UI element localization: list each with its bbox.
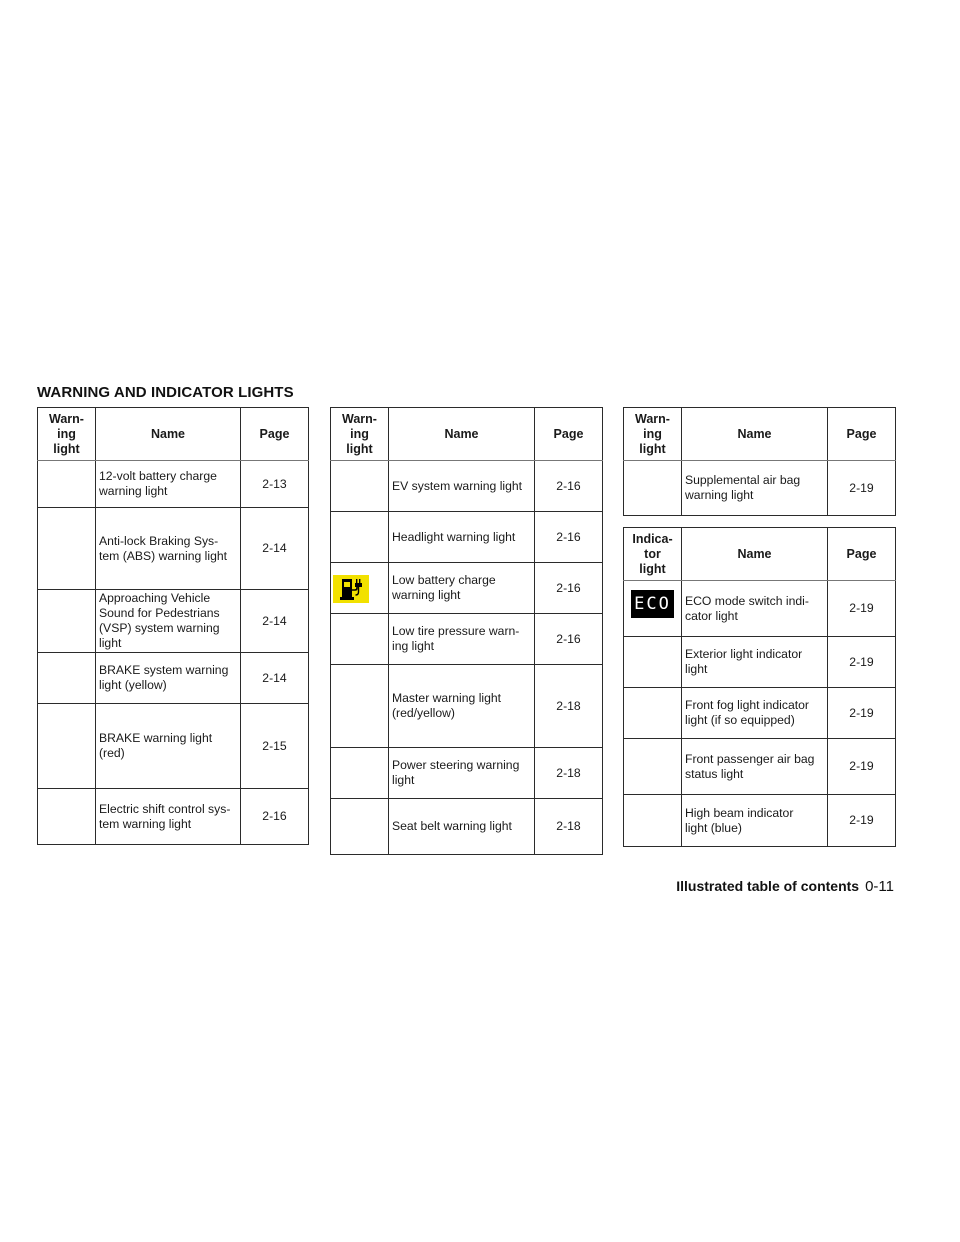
icon-cell: [331, 461, 389, 512]
indicator-lights-table: [623, 527, 896, 847]
row-page: 2-18: [535, 748, 603, 799]
row-page: 2-14: [241, 653, 309, 704]
icon-cell: [331, 799, 389, 855]
icon-cell: [38, 461, 96, 508]
eco-mode-icon: ECO: [631, 590, 674, 618]
icon-cell: [331, 614, 389, 665]
row-page: 2-19: [828, 581, 896, 637]
header-name: Name: [96, 408, 241, 461]
table-row: [38, 590, 309, 653]
icon-cell: [624, 637, 682, 688]
header-name: Name: [682, 528, 828, 581]
low-battery-charge-icon: [333, 575, 369, 603]
row-name: Low tire pressure warn- ing light: [389, 614, 535, 665]
header-light: Warn- ing light: [624, 408, 682, 461]
header-light: Indica- tor light: [624, 528, 682, 581]
row-name: Supplemental air bag warning light: [682, 461, 828, 516]
row-page: 2-19: [828, 795, 896, 847]
header-name: Name: [389, 408, 535, 461]
icon-cell: [624, 581, 682, 637]
table-row: [624, 581, 896, 637]
header-page: Page: [828, 408, 896, 461]
row-page: 2-18: [535, 799, 603, 855]
icon-cell: [38, 789, 96, 845]
row-page: 2-16: [535, 614, 603, 665]
row-page: 2-16: [241, 789, 309, 845]
table-row: [331, 665, 603, 748]
row-page: 2-19: [828, 637, 896, 688]
row-name: Front passenger air bag status light: [682, 739, 828, 795]
icon-cell: [38, 653, 96, 704]
footer-title: Illustrated table of contents: [676, 878, 860, 894]
row-name: Exterior light indicator light: [682, 637, 828, 688]
header-light: Warn- ing light: [331, 408, 389, 461]
row-page: 2-18: [535, 665, 603, 748]
row-name: Low battery charge warning light: [389, 563, 535, 614]
row-name: Headlight warning light: [389, 512, 535, 563]
row-name: 12-volt battery charge warning light: [96, 461, 241, 508]
row-name: ECO mode switch indi- cator light: [682, 581, 828, 637]
table-row: [624, 461, 896, 516]
icon-cell: [38, 508, 96, 590]
row-name: Approaching Vehicle Sound for Pedestrians (VSP) system warning light: [96, 590, 241, 653]
table-row: [38, 704, 309, 789]
icon-cell: [624, 461, 682, 516]
row-name: Electric shift control sys- tem warning light: [96, 789, 241, 845]
icon-cell: [624, 739, 682, 795]
table-row: [624, 739, 896, 795]
icon-cell: [331, 665, 389, 748]
row-page: 2-16: [535, 563, 603, 614]
table-row: [38, 653, 309, 704]
row-page: 2-16: [535, 512, 603, 563]
table-row: [38, 461, 309, 508]
page-number: 0-11: [865, 878, 894, 895]
row-name: EV system warning light: [389, 461, 535, 512]
table-header-row: [331, 408, 603, 461]
row-page: 2-15: [241, 704, 309, 789]
row-name: Master warning light (red/yellow): [389, 665, 535, 748]
table-row: [624, 688, 896, 739]
row-name: Seat belt warning light: [389, 799, 535, 855]
row-name: Power steering warning light: [389, 748, 535, 799]
warning-lights-table-1: [37, 407, 309, 845]
row-page: 2-19: [828, 461, 896, 516]
table-row: [331, 799, 603, 855]
header-light: Warn- ing light: [38, 408, 96, 461]
row-page: 2-16: [535, 461, 603, 512]
table-row: [331, 748, 603, 799]
icon-cell: [624, 688, 682, 739]
icon-cell: [331, 748, 389, 799]
icon-cell: [624, 795, 682, 847]
header-page: Page: [535, 408, 603, 461]
table-row: [331, 461, 603, 512]
header-page: Page: [828, 528, 896, 581]
row-name: BRAKE warning light (red): [96, 704, 241, 789]
table-header-row: [624, 408, 896, 461]
warning-lights-table-3: [623, 407, 896, 516]
row-name: Front fog light indicator light (if so equipped): [682, 688, 828, 739]
table-header-row: [38, 408, 309, 461]
header-page: Page: [241, 408, 309, 461]
row-name: High beam indicator light (blue): [682, 795, 828, 847]
table-row: [38, 789, 309, 845]
section-title: WARNING AND INDICATOR LIGHTS: [37, 384, 294, 401]
table-row: [38, 508, 309, 590]
icon-cell: [331, 512, 389, 563]
page-footer: [676, 878, 894, 895]
row-page: 2-19: [828, 688, 896, 739]
table-row: [331, 512, 603, 563]
table-row: [331, 614, 603, 665]
row-page: 2-19: [828, 739, 896, 795]
table-row: [624, 637, 896, 688]
icon-cell: [38, 704, 96, 789]
row-name: BRAKE system warning light (yellow): [96, 653, 241, 704]
table-row: [624, 795, 896, 847]
warning-lights-table-2: [330, 407, 603, 855]
row-page: 2-13: [241, 461, 309, 508]
row-page: 2-14: [241, 590, 309, 653]
icon-cell: [38, 590, 96, 653]
table-header-row: [624, 528, 896, 581]
header-name: Name: [682, 408, 828, 461]
table-row: [331, 563, 603, 614]
row-page: 2-14: [241, 508, 309, 590]
row-name: Anti-lock Braking Sys- tem (ABS) warning light: [96, 508, 241, 590]
icon-cell: [331, 563, 389, 614]
